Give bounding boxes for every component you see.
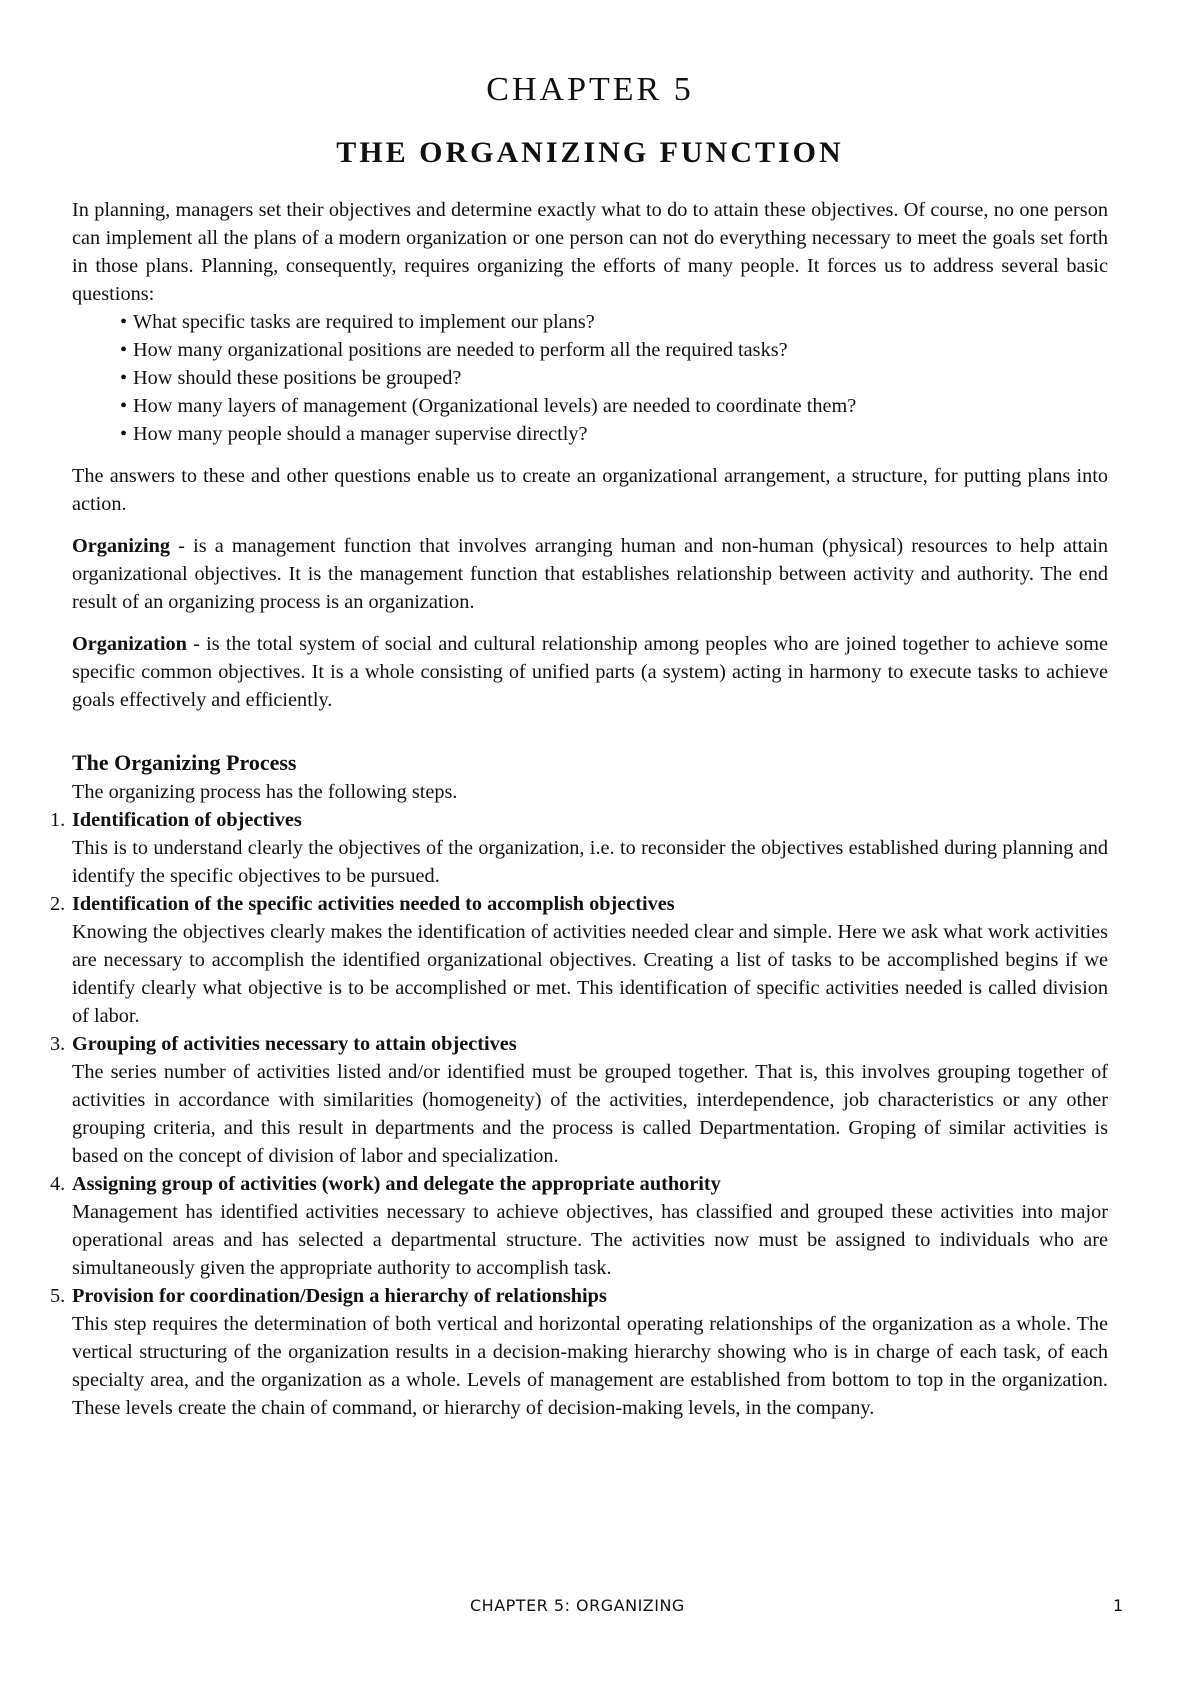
list-item: • How should these positions be grouped? <box>133 364 1108 392</box>
definition-text: - is the total system of social and cultural relationship among peoples who are joined together to achieve some specific common objectives. It is a whole consisting of unified parts (a system) acting in harmony to execute tasks to achieve goals effectively and efficiently. <box>72 633 1108 711</box>
step-title: Identification of objectives <box>72 809 302 831</box>
step-number: 1. <box>50 809 66 831</box>
step-title: Provision for coordination/Design a hierarchy of relationships <box>72 1285 607 1307</box>
definition-term: Organization <box>72 633 187 655</box>
footer-label: CHAPTER 5: ORGANIZING <box>470 1596 685 1615</box>
step-body: This step requires the determination of both vertical and horizontal operating relationships of the organization as a whole. The vertical structuring of the organization results in a decision-making hierarchy showing who is in charge of each task, of each specialty area, and the organization as a whole. Levels of management are established from bottom to top in the organization. These levels create the chain of command, or hierarchy of decision-making levels, in the company. <box>72 1313 1108 1419</box>
step-number: 2. <box>50 893 66 915</box>
step-number: 3. <box>50 1033 66 1055</box>
step-body: The series number of activities listed and/or identified must be grouped together. That is, this involves grouping together of activities in accordance with similarities (homogeneity) of the activities, interdependence, job characteristics or any other grouping criteria, and this result in departments and the process is called Departmentation. Groping of similar activities is based on the concept of division of labor and specialization. <box>72 1061 1108 1167</box>
section-intro: The organizing process has the following steps. <box>72 781 458 803</box>
section-heading: The Organizing Process <box>72 750 297 775</box>
step-title: Identification of the specific activities needed to accomplish objectives <box>72 893 675 915</box>
questions-list <box>72 308 1108 448</box>
page-number: 1 <box>1113 1596 1124 1615</box>
step-number: 4. <box>50 1173 66 1195</box>
step-title: Grouping of activities necessary to attain objectives <box>72 1033 517 1055</box>
list-item: • What specific tasks are required to implement our plans? <box>133 308 1108 336</box>
list-item: • How many organizational positions are needed to perform all the required tasks? <box>133 336 1108 364</box>
step-body: Management has identified activities necessary to achieve objectives, has classified and grouped these activities into major operational areas and has selected a departmental structure. The activities now must be assigned to individuals who are simultaneously given the appropriate authority to accomplish task. <box>72 1201 1108 1279</box>
definition-organization <box>72 630 1108 714</box>
answers-paragraph: The answers to these and other questions enable us to create an organizational arrangement, a structure, for putting plans into action. <box>72 465 1108 515</box>
list-item: • How many people should a manager supervise directly? <box>133 420 1108 448</box>
process-steps <box>50 806 1108 1422</box>
step-number: 5. <box>50 1285 66 1307</box>
step-body: This is to understand clearly the objectives of the organization, i.e. to reconsider the objectives established during planning and identify the specific objectives to be pursued. <box>72 837 1108 887</box>
definition-organizing <box>72 532 1108 616</box>
chapter-title: THE ORGANIZING FUNCTION <box>336 136 844 169</box>
definition-term: Organizing <box>72 535 171 557</box>
step-title: Assigning group of activities (work) and delegate the appropriate authority <box>72 1173 721 1195</box>
process-step <box>50 1030 1108 1170</box>
process-step <box>50 1282 1108 1422</box>
process-step <box>50 806 1108 890</box>
step-body: Knowing the objectives clearly makes the identification of activities needed clear and simple. Here we ask what work activities are necessary to accomplish the identified organizational objectives. Creating a list of tasks to be accomplished begins if we identify clearly what objective is to be accomplished or met. This identification of specific activities needed is called division of labor. <box>72 921 1108 1027</box>
process-step <box>50 890 1108 1030</box>
definition-text: - is a management function that involves arranging human and non-human (physical) resources to help attain organizational objectives. It is the management function that establishes relationship between activity and authority. The end result of an organizing process is an organization. <box>72 535 1108 613</box>
intro-paragraph: In planning, managers set their objectives and determine exactly what to do to attain these objectives. Of course, no one person can implement all the plans of a modern organization or one person can not do everything necessary to meet the goals set forth in those plans. Planning, consequently, requires organizing the efforts of many people. It forces us to address several basic questions: <box>72 199 1108 305</box>
chapter-number: CHAPTER 5 <box>486 71 694 108</box>
list-item: • How many layers of management (Organizational levels) are needed to coordinate them? <box>133 392 1108 420</box>
process-step <box>50 1170 1108 1282</box>
